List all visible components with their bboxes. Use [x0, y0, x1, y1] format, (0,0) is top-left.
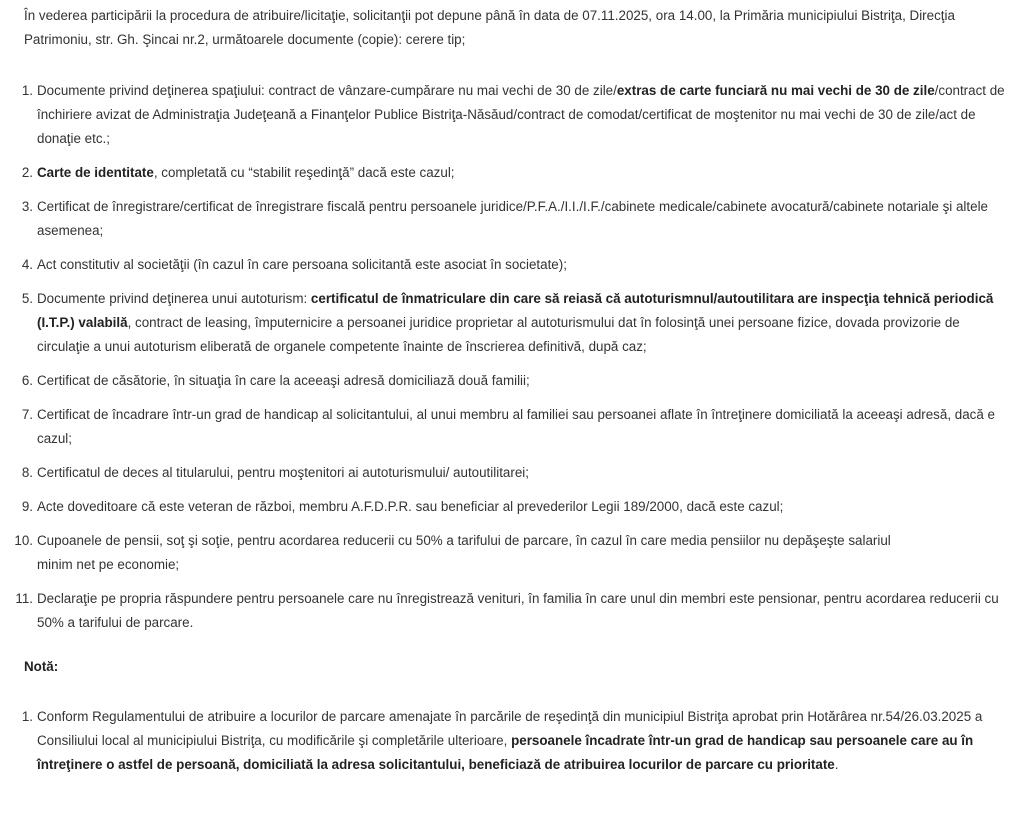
text-segment: Cupoanele de pensii, soţ şi soţie, pentru acordarea reducerii cu 50% a tarifului de parcare, în cazul în care media pensiilor nu depăşeşte salariul — [37, 533, 891, 548]
text-segment: Certificat de căsătorie, în situaţia în care la aceeaşi adresă domiciliază două familii; — [37, 373, 530, 388]
list-item-number: 5. — [21, 291, 33, 306]
intro-paragraph: În vederea participării la procedura de atribuire/licitaţie, solicitanţii pot depune până în data de 07.11.2025, ora 14.00, la Primăria municipiului Bistriţa, Direcţia Patrimoniu, str. Gh. Şincai nr.2, următoarele documente (copie): cerere tip; — [24, 8, 955, 47]
list-item-text — [37, 709, 982, 772]
list-item-number: 1. — [21, 709, 33, 724]
bold-text-segment: certificatul de înmatriculare din care să reiasă că autoturismnul/autoutilitara are inspecţia tehnică periodică (I.T.P.) valabilă — [37, 291, 994, 330]
text-segment: minim net pe economie; — [37, 557, 180, 572]
text-segment: Certificat de încadrare într-un grad de handicap al solicitantului, al unui membru al familiei sau persoanei aflate în întreţinere domiciliată la aceeaşi adresă, dacă e cazul; — [37, 407, 995, 446]
nota-list-item — [0, 705, 1014, 777]
list-item-number: 3. — [21, 199, 33, 214]
list-item-number: 6. — [21, 373, 33, 388]
text-segment: Certificat de înregistrare/certificat de înregistrare fiscală pentru persoanele juridice/P.F.A./I.I./I.F./cabinete medicale/cabinete avocatură/cabinete notariale şi altele asemenea; — [37, 199, 988, 238]
text-segment: Documente privind deţinerea spaţiului: contract de vânzare-cumpărare nu mai vechi de 30 de zile/ — [37, 83, 617, 98]
text-segment: . — [834, 757, 839, 772]
document-list-item — [0, 461, 1014, 485]
list-item-text — [37, 287, 1014, 359]
document-list-item — [0, 79, 1014, 151]
bold-text-segment: Carte de identitate — [37, 165, 154, 180]
list-item-text — [37, 461, 1014, 485]
list-item-number: 11. — [15, 591, 33, 606]
list-item-text — [37, 253, 1014, 277]
text-segment: Declaraţie pe propria răspundere pentru persoanele care nu înregistrează venituri, în familia în care unul din membri este pensionar, pentru acordarea reducerii cu 50% a tarifului de parcare. — [37, 591, 999, 630]
list-item-number: 1. — [21, 83, 33, 98]
list-item-text — [37, 369, 1014, 393]
text-segment: Conform Regulamentului de atribuire a locurilor de parcare amenajate în parcările de reşedinţă din municipiul Bistriţa aprobat prin Hotărârea nr.54/26.03.2025 a Consiliului local al municipiului Bistriţa, cu modificările şi completările ulterioare, — [37, 709, 983, 748]
list-item-text — [37, 495, 1014, 519]
list-item-number: 10. — [14, 533, 33, 548]
text-segment: , contract de leasing, împuternicire a persoanei juridice proprietar al autoturismului dat în folosinţă unei persoane fizice, dovada provizorie de circulaţie a unui autoturism eliberată de organele competente înainte de înscrierea definitivă, după caz; — [37, 315, 960, 354]
list-item-text — [37, 403, 1014, 451]
bold-text-segment: persoanele încadrate într-un grad de handicap sau persoanele care au în întreţinere o astfel de persoană, domiciliată la adresa solicitantului, beneficiază de atribuirea locurilor de parcare cu prioritate — [37, 733, 974, 772]
bold-text-segment: extras de carte funciară nu mai vechi de 30 de zile — [616, 83, 935, 98]
text-segment: Documente privind deţinerea unui autoturism: — [37, 291, 311, 306]
list-item-text — [37, 161, 1014, 185]
document-list-item — [0, 195, 1014, 243]
list-item-number: 4. — [21, 257, 33, 272]
document-list-item — [0, 287, 1014, 359]
document-list-item — [0, 161, 1014, 185]
text-segment: Acte doveditoare că este veteran de război, membru A.F.D.P.R. sau beneficiar al prevederilor Legii 189/2000, dacă este cazul; — [37, 499, 784, 514]
list-item-text — [37, 195, 1014, 243]
nota-heading: Notă: — [24, 659, 59, 674]
document-list-item — [0, 369, 1014, 393]
list-item-text — [37, 587, 1014, 635]
list-item-text — [37, 79, 1014, 151]
list-item-number: 2. — [21, 165, 33, 180]
document-list-item — [0, 587, 1014, 635]
document-list-item — [0, 529, 1014, 577]
document-list-item — [0, 403, 1014, 451]
text-segment: , completată cu “stabilit reşedinţă” dacă este cazul; — [153, 165, 455, 180]
list-item-number: 7. — [21, 407, 33, 422]
text-segment: Act constitutiv al societăţii (în cazul în care persoana solicitantă este asociat în societate); — [37, 257, 567, 272]
nota-list — [0, 705, 1014, 777]
list-item-text — [37, 529, 1014, 577]
required-documents-list — [0, 79, 1014, 645]
document-list-item — [0, 495, 1014, 519]
list-item-number: 9. — [21, 499, 33, 514]
text-segment: Certificatul de deces al titularului, pentru moştenitori ai autoturismului/ autoutilitarei; — [37, 465, 529, 480]
document-list-item — [0, 253, 1014, 277]
text-segment: /contract de închiriere avizat de Administraţia Judeţeană a Finanţelor Publice Bistriţa-Năsăud/contract de comodat/certificat de moştenitor nu mai vechi de 30 de zile/act de donaţie etc.; — [37, 83, 1005, 146]
list-item-number: 8. — [21, 465, 33, 480]
